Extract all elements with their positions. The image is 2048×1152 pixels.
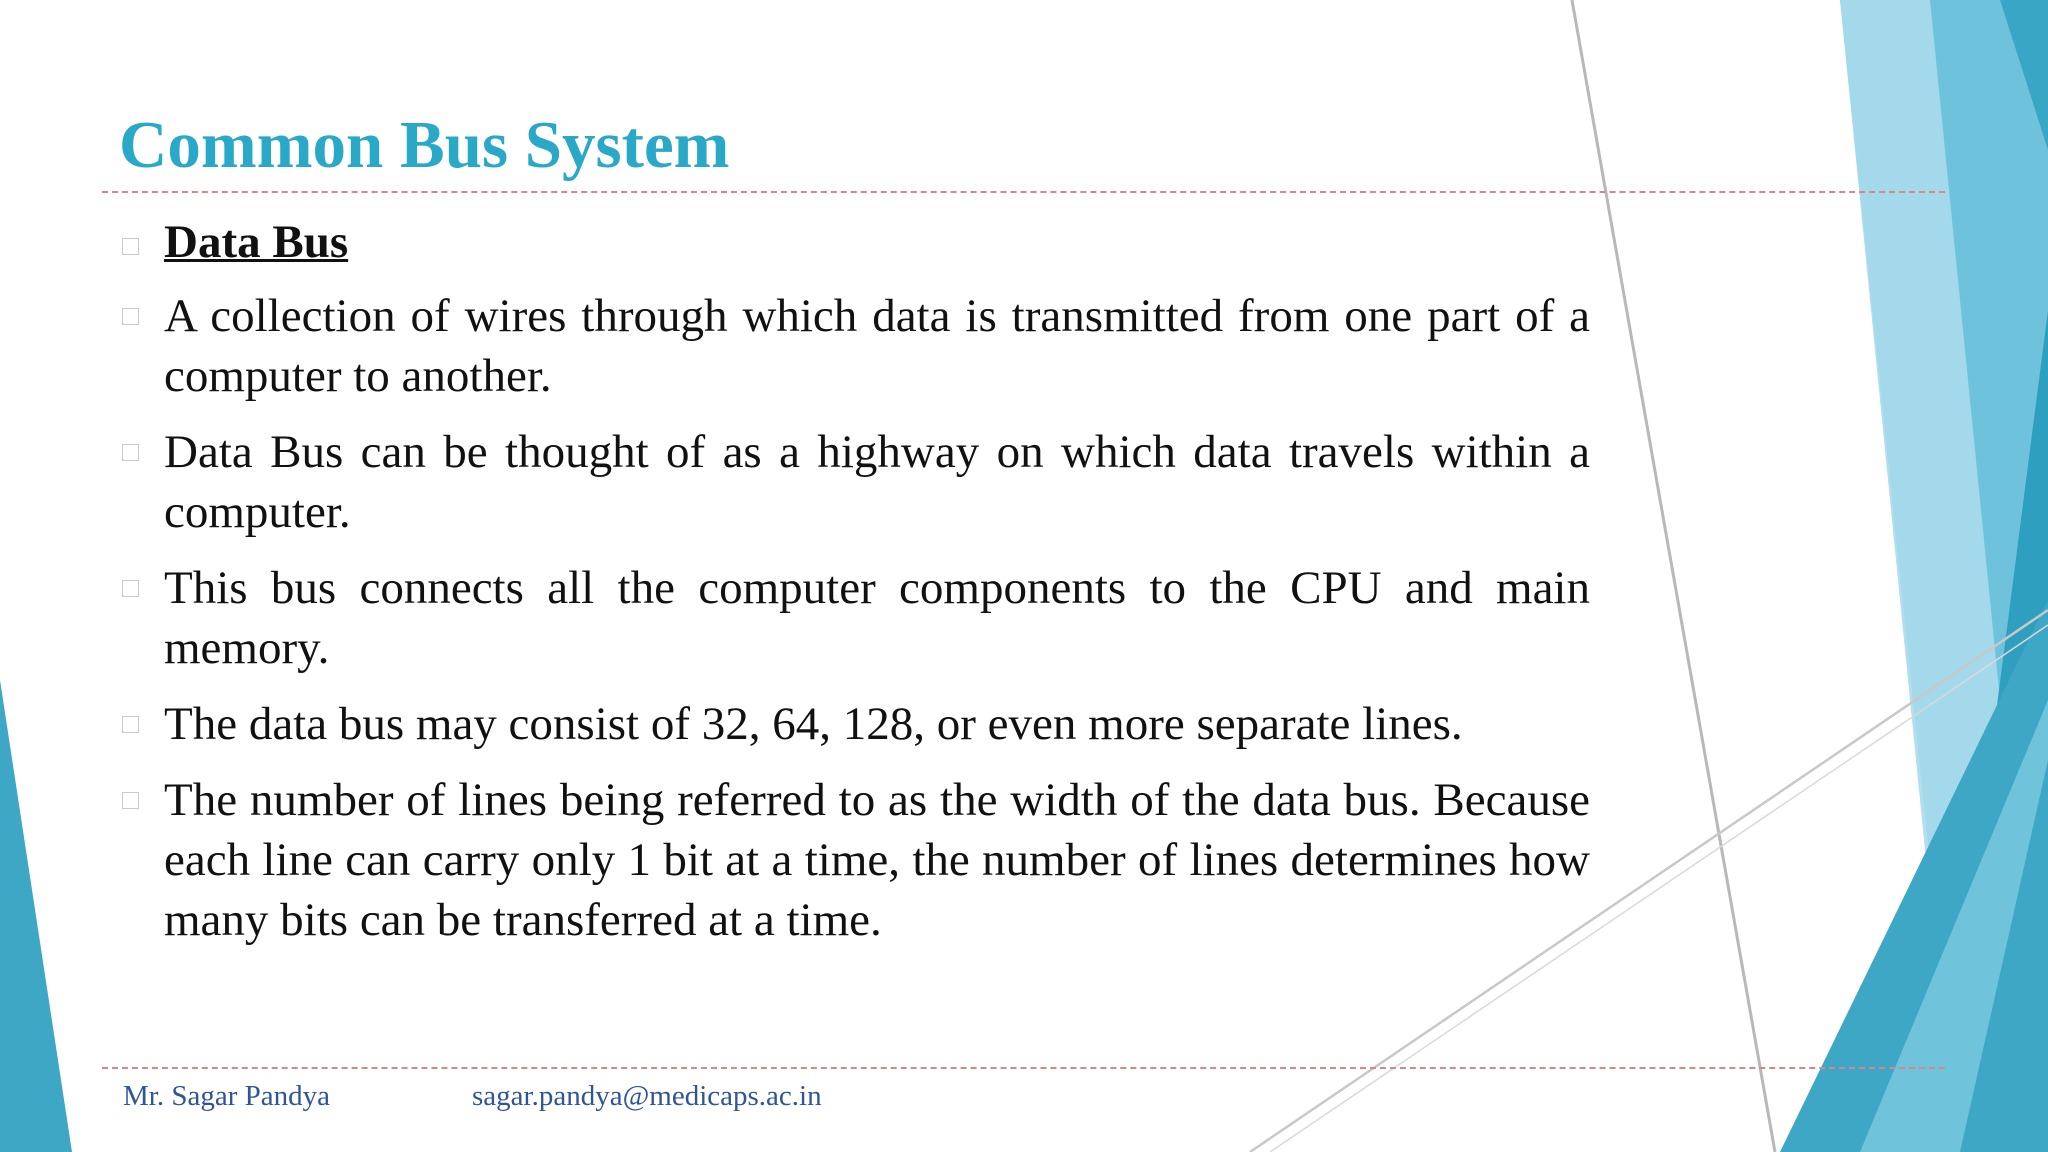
footer-author: Mr. Sagar Pandya — [123, 1080, 330, 1112]
bullet-item — [117, 286, 1590, 406]
bullet-item — [117, 422, 1590, 542]
hollow-square-bullet-icon — [122, 308, 139, 325]
footer-divider — [102, 1067, 1945, 1069]
bullet-text: This bus connects all the computer components to the CPU and main memory. — [164, 562, 1590, 674]
bullet-text: The data bus may consist of 32, 64, 128, or even more separate lines. — [164, 698, 1463, 750]
bullet-item — [117, 558, 1590, 678]
bullet-item — [117, 770, 1590, 950]
hollow-square-bullet-icon — [122, 238, 139, 255]
hollow-square-bullet-icon — [122, 580, 139, 597]
bullet-list — [117, 212, 1590, 950]
hollow-square-bullet-icon — [122, 444, 139, 461]
bullet-text: A collection of wires through which data is transmitted from one part of a computer to another. — [164, 290, 1590, 402]
title-divider — [102, 191, 1945, 193]
bullet-item — [117, 694, 1590, 754]
bullet-text: The number of lines being referred to as the width of the data bus. Because each line can carry only 1 bit at a time, the number of lines determines how many bits can be transferred at a time. — [164, 774, 1590, 946]
bullet-text: Data Bus can be thought of as a highway on which data travels within a computer. — [164, 426, 1590, 538]
bullet-heading-text: Data Bus — [164, 216, 349, 268]
hollow-square-bullet-icon — [122, 792, 139, 809]
diagonal-line-vertical — [1572, 0, 1775, 1152]
hollow-square-bullet-icon — [122, 716, 139, 733]
left-teal-wedge — [0, 680, 72, 1152]
slide-title: Common Bus System — [119, 108, 730, 182]
bullet-item-heading — [117, 212, 1590, 270]
footer-email: sagar.pandya@medicaps.ac.in — [472, 1080, 822, 1112]
